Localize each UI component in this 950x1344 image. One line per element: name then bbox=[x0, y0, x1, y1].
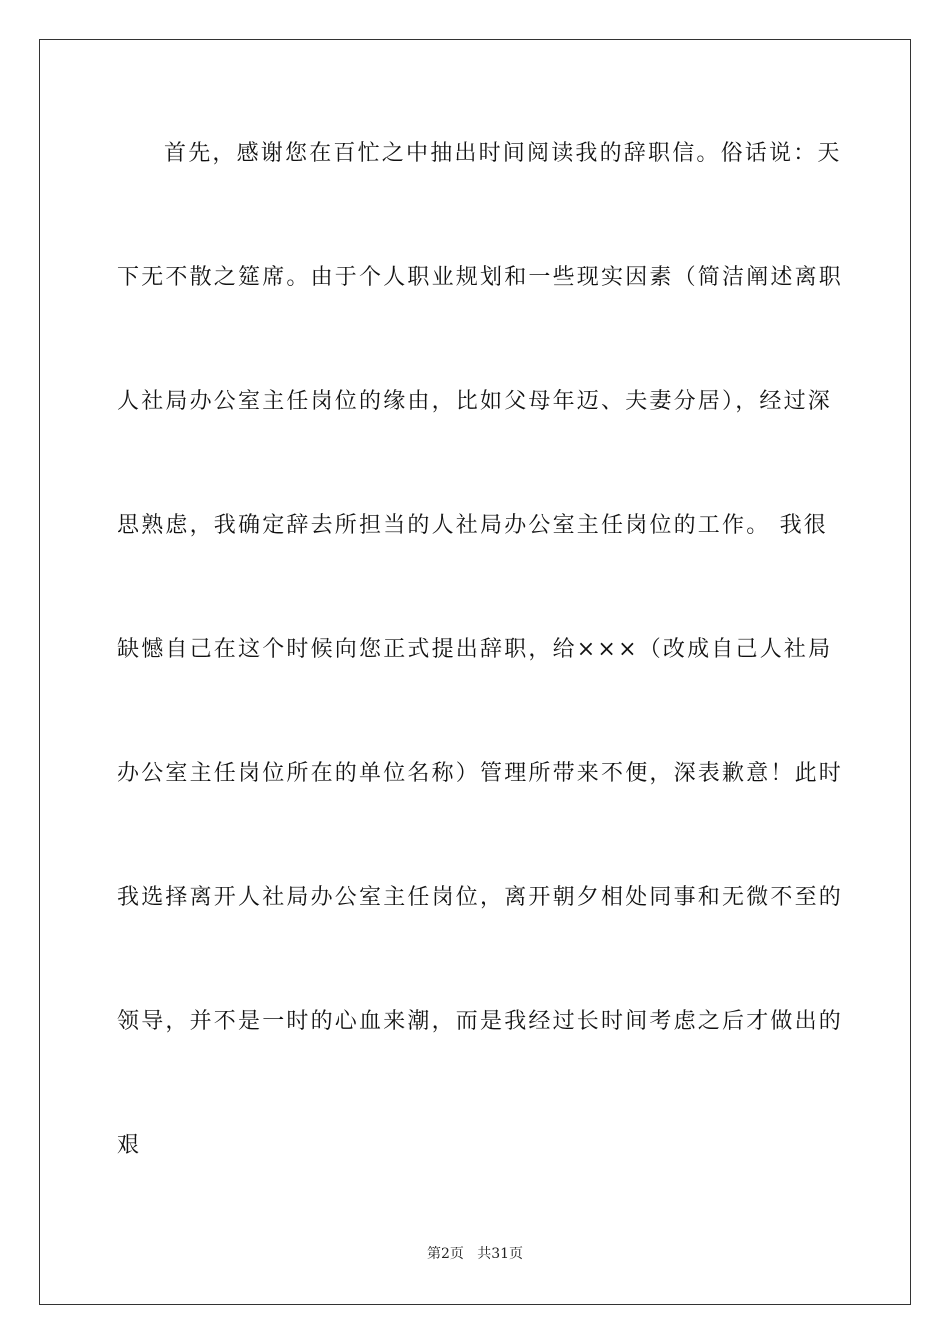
paragraph-line: 人社局办公室主任岗位的缘由，比如父母年迈、夫妻分居），经过深 bbox=[117, 389, 833, 414]
paragraph-line: 我选择离开人社局办公室主任岗位，离开朝夕相处同事和无微不至的 bbox=[117, 885, 844, 910]
letter-body bbox=[117, 119, 844, 1235]
paragraph-line: 首先，感谢您在百忙之中抽出时间阅读我的辞职信。俗话说：天 bbox=[164, 141, 842, 166]
paragraph-line: 思熟虑，我确定辞去所担当的人社局办公室主任岗位的工作。 我很 bbox=[117, 513, 828, 538]
paragraph-line: 艰 bbox=[117, 1133, 142, 1158]
paragraph-line: 办公室主任岗位所在的单位名称）管理所带来不便，深表歉意！此时 bbox=[117, 761, 844, 786]
paragraph-line: 领导，并不是一时的心血来潮，而是我经过长时间考虑之后才做出的 bbox=[117, 1009, 844, 1034]
paragraph-line: 缺憾自己在这个时候向您正式提出辞职，给×××（改成自己人社局 bbox=[117, 637, 833, 662]
page-number-footer: 第2页 共31页 bbox=[426, 1246, 524, 1262]
paragraph-line: 下无不散之筵席。由于个人职业规划和一些现实因素（简洁阐述离职 bbox=[117, 265, 844, 290]
